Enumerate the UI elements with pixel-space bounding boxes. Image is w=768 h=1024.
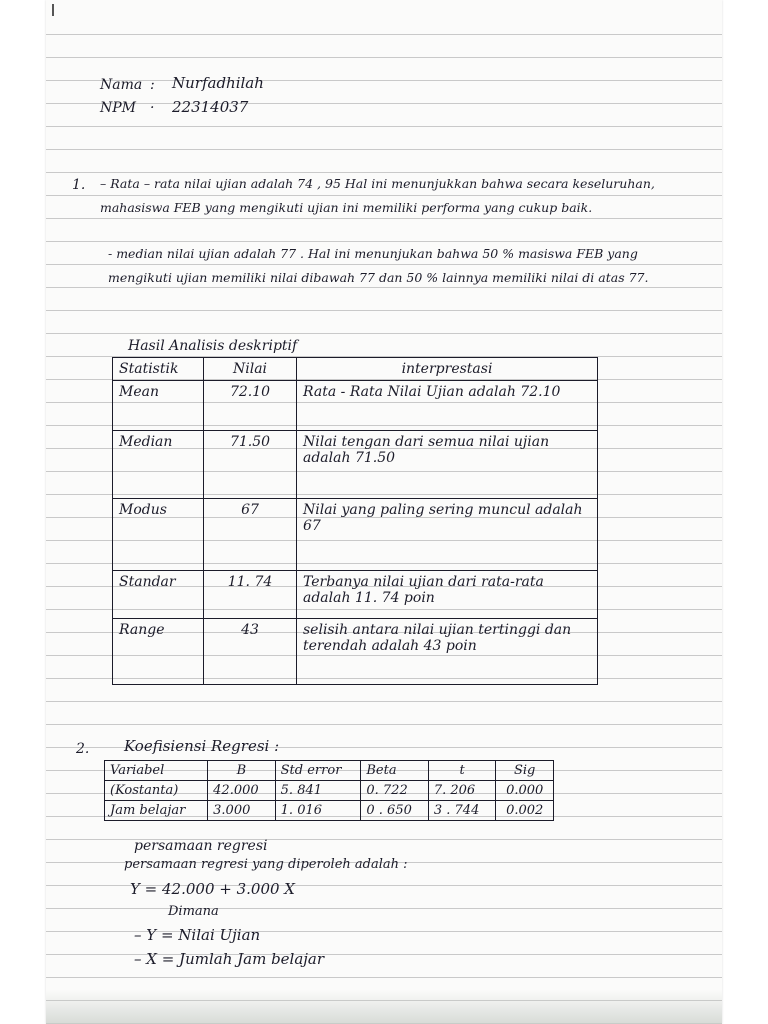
cell: 0 . 650: [361, 801, 428, 821]
table-row: [113, 431, 598, 499]
regression-title: Koefisiensi Regresi :: [124, 737, 280, 755]
header-cell: B: [208, 761, 276, 781]
paragraph-median: - median nilai ujian adalah 77 . Hal ini menunjukan bahwa 50 % masiswa FEB yang mengikuti ujian memiliki nilai dibawah 77 dan 50 % lainnya memiliki nilai di atas 77.: [108, 246, 649, 285]
cell: 42.000: [208, 781, 276, 801]
table-row: [105, 781, 554, 801]
regression-equation: Y = 42.000 + 3.000 X: [130, 880, 295, 898]
cell: 0.000: [496, 781, 554, 801]
page-mark: [52, 4, 54, 16]
stat-cell: Mean: [113, 381, 204, 431]
header-cell: Sig: [496, 761, 554, 781]
header-cell: Statistik: [113, 358, 204, 381]
value-cell: 72.10: [204, 381, 297, 431]
npm-value: 22314037: [172, 98, 249, 116]
table-row: [105, 801, 554, 821]
stat-cell: Standar: [113, 571, 204, 619]
cell: 1. 016: [275, 801, 361, 821]
header-cell: Variabel: [105, 761, 208, 781]
header-cell: Beta: [361, 761, 428, 781]
table-row: [113, 499, 598, 571]
descriptive-table: [112, 357, 598, 685]
dimana-label: Dimana: [168, 904, 219, 919]
table-header-row: [113, 358, 598, 381]
cell: Jam belajar: [105, 801, 208, 821]
value-cell: 11. 74: [204, 571, 297, 619]
cell: 0. 722: [361, 781, 428, 801]
header-cell: Std error: [275, 761, 361, 781]
definition-y: – Y = Nilai Ujian: [134, 926, 261, 944]
definition-x: – X = Jumlah Jam belajar: [134, 950, 325, 968]
equation-intro: persamaan regresi yang diperoleh adalah :: [124, 857, 408, 872]
cell: 0.002: [496, 801, 554, 821]
question-number: 2.: [76, 741, 90, 757]
interp-cell: selisih antara nilai ujian tertinggi dan terendah adalah 43 poin: [297, 619, 598, 685]
cell: 3.000: [208, 801, 276, 821]
colon: :: [150, 77, 155, 93]
interp-cell: Terbanya nilai ujian dari rata-rata adalah 11. 74 poin: [297, 571, 598, 619]
cell: 5. 841: [275, 781, 361, 801]
stat-cell: Median: [113, 431, 204, 499]
header-cell: t: [428, 761, 495, 781]
cell: 7. 206: [428, 781, 495, 801]
table-header-row: [105, 761, 554, 781]
value-cell: 43: [204, 619, 297, 685]
name-label: Nama: [100, 77, 143, 93]
table-title: Hasil Analisis deskriptif: [128, 338, 298, 354]
interp-cell: Rata - Rata Nilai Ujian adalah 72.10: [297, 381, 598, 431]
table-row: [113, 619, 598, 685]
photo-shadow: [46, 990, 722, 1024]
colon: ·: [150, 100, 155, 116]
paragraph-mean: – Rata – rata nilai ujian adalah 74 , 95 Hal ini menunjukkan bahwa secara keseluruhan, mahasiswa FEB yang mengikuti ujian ini memiliki performa yang cukup baik.: [100, 176, 655, 215]
table-row: [113, 381, 598, 431]
header-cell: interprestasi: [297, 358, 598, 381]
npm-label: NPM: [100, 100, 137, 116]
value-cell: 67: [204, 499, 297, 571]
stat-cell: Range: [113, 619, 204, 685]
equation-heading: persamaan regresi: [134, 838, 268, 854]
name-value: Nurfadhilah: [172, 74, 264, 92]
header-cell: Nilai: [204, 358, 297, 381]
stat-cell: Modus: [113, 499, 204, 571]
table-row: [113, 571, 598, 619]
interp-cell: Nilai tengan dari semua nilai ujian adalah 71.50: [297, 431, 598, 499]
regression-table: [104, 760, 554, 821]
cell: 3 . 744: [428, 801, 495, 821]
interp-cell: Nilai yang paling sering muncul adalah 67: [297, 499, 598, 571]
cell: (Kostanta): [105, 781, 208, 801]
value-cell: 71.50: [204, 431, 297, 499]
question-number: 1.: [72, 177, 86, 193]
